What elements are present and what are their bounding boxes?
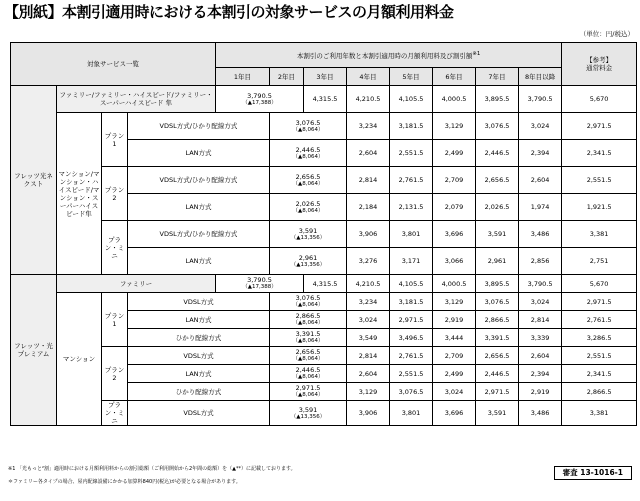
row-label: LAN方式 xyxy=(128,140,270,167)
group-premium: フレッツ・光プレミアム xyxy=(11,275,57,426)
discount-price-cell xyxy=(270,113,347,140)
year-price-cell: 3,066 xyxy=(433,248,476,275)
year-price-cell: 3,129 xyxy=(347,383,390,401)
year-price-cell: 2,394 xyxy=(519,140,562,167)
row-label: ファミリー xyxy=(57,275,216,293)
year-price-cell: 3,129 xyxy=(433,293,476,311)
year-price-cell: 2,604 xyxy=(519,347,562,365)
plan-label: プラン・ミニ xyxy=(102,221,128,275)
year-price-cell: 2,079 xyxy=(433,194,476,221)
header-period: 本割引のご利用年数と本割引適用時の月額利用料及び割引額$^{※1}$ xyxy=(216,43,562,68)
year-price-cell: 2,446.5 xyxy=(476,140,519,167)
footnote: ※1 「光もっと²割」適用時における月額利用料からの割引総額（ご利用開始から2年間の総額）を（▲**）に記載しております。 xyxy=(8,466,296,472)
year-price-cell: 3,444 xyxy=(433,329,476,347)
year-price-cell: 2,184 xyxy=(347,194,390,221)
year-price-cell: 3,391.5 xyxy=(476,329,519,347)
table-row xyxy=(11,275,637,293)
year-price-cell: 2,971.5 xyxy=(562,293,637,311)
discount-price-cell xyxy=(216,275,304,293)
regular-price-cell: 5,670 xyxy=(562,86,637,113)
year-price-cell: 2,761.5 xyxy=(562,311,637,329)
year-price-cell: 2,866.5 xyxy=(476,311,519,329)
year-price-cell: 2,499 xyxy=(433,365,476,383)
year-price-cell: 2,919 xyxy=(519,383,562,401)
year-price-cell: 3,286.5 xyxy=(562,329,637,347)
row-label: ファミリー/ファミリー・ハイスピード/ファミリー・スーパーハイスピード 隼 xyxy=(57,86,216,113)
year-price-cell: 3,024 xyxy=(347,311,390,329)
row-label: VDSL方式 xyxy=(128,347,270,365)
year-price-cell: 2,856 xyxy=(519,248,562,275)
year-price-cell: 2,814 xyxy=(347,347,390,365)
header-ref: 【参考】 通常料金 xyxy=(562,43,637,86)
discount-price-cell xyxy=(270,365,347,383)
plan-label: プラン・ミニ xyxy=(102,401,128,426)
year-price-cell: 3,276 xyxy=(347,248,390,275)
year-price-cell: 3,076.5 xyxy=(476,293,519,311)
table-row xyxy=(11,167,637,194)
row-label: VDSL方式 xyxy=(128,401,270,426)
year-price-cell: 4,315.5 xyxy=(304,86,347,113)
year-price-cell: 4,210.5 xyxy=(347,86,390,113)
discount-total: （▲17,388） xyxy=(242,284,277,290)
discount-total: （▲8,064） xyxy=(292,153,324,160)
year-price-cell: 2,131.5 xyxy=(390,194,433,221)
year-price-cell: 3,591 xyxy=(476,401,519,426)
discount-total: （▲13,356） xyxy=(290,234,326,241)
table-row xyxy=(11,293,637,311)
header-year: 6年目 xyxy=(433,68,476,86)
year-price-cell: 3,486 xyxy=(519,221,562,248)
discount-total: （▲8,064） xyxy=(292,320,324,326)
year-price-cell: 2,709 xyxy=(433,347,476,365)
year-price-cell: 2,814 xyxy=(347,167,390,194)
year-price-cell: 2,961 xyxy=(476,248,519,275)
row-label: LAN方式 xyxy=(128,365,270,383)
review-stamp: 審査 13-1016-1 xyxy=(554,466,632,480)
header-year: 8年目以降 xyxy=(519,68,562,86)
year-price-cell: 4,000.5 xyxy=(433,275,476,293)
discount-total: （▲8,064） xyxy=(292,302,324,308)
year-price-cell: 3,381 xyxy=(562,221,637,248)
discount-price-cell xyxy=(270,383,347,401)
year-price-cell: 2,551.5 xyxy=(390,140,433,167)
year-price-cell: 3,895.5 xyxy=(476,275,519,293)
discount-price: 3,391.5 xyxy=(295,330,321,338)
discount-price: 2,026.5 xyxy=(295,199,321,208)
row-label: ひかり配線方式 xyxy=(128,383,270,401)
year-price-cell: 3,895.5 xyxy=(476,86,519,113)
discount-price-cell xyxy=(270,140,347,167)
discount-price-cell xyxy=(270,347,347,365)
header-year: 7年目 xyxy=(476,68,519,86)
row-label: VDSL方式/ひかり配線方式 xyxy=(128,221,270,248)
discount-price-cell xyxy=(270,248,347,275)
year-price-cell: 3,076.5 xyxy=(476,113,519,140)
subgroup-premium-mansion: マンション xyxy=(57,293,102,426)
year-price-cell: 3,696 xyxy=(433,401,476,426)
year-price-cell: 1,974 xyxy=(519,194,562,221)
discount-total: （▲8,064） xyxy=(292,392,324,398)
year-price-cell: 3,171 xyxy=(390,248,433,275)
year-price-cell: 3,381 xyxy=(562,401,637,426)
year-price-cell: 4,000.5 xyxy=(433,86,476,113)
year-price-cell: 3,129 xyxy=(433,113,476,140)
discount-total: （▲13,356） xyxy=(290,261,326,268)
year-price-cell: 2,551.5 xyxy=(390,365,433,383)
discount-price: 3,790.5 xyxy=(247,276,272,284)
year-price-cell: 3,696 xyxy=(433,221,476,248)
year-price-cell: 2,751 xyxy=(562,248,637,275)
discount-total: （▲8,064） xyxy=(292,126,324,133)
page-title: 【別紙】本割引適用時における本割引の対象サービスの月額利用料金 xyxy=(4,3,454,21)
discount-price: 2,656.5 xyxy=(295,172,321,181)
year-price-cell: 4,210.5 xyxy=(347,275,390,293)
group-next: フレッツ光ネクスト xyxy=(11,86,57,275)
discount-price-cell xyxy=(216,86,304,113)
year-price-cell: 2,551.5 xyxy=(562,347,637,365)
discount-total: （▲8,064） xyxy=(292,338,324,344)
discount-price: 3,076.5 xyxy=(295,294,321,302)
year-price-cell: 3,024 xyxy=(519,113,562,140)
year-price-cell: 3,234 xyxy=(347,293,390,311)
discount-total: （▲13,356） xyxy=(290,413,326,420)
row-label: LAN方式 xyxy=(128,248,270,275)
table-row xyxy=(11,113,637,140)
table-row xyxy=(11,401,637,426)
year-price-cell: 2,551.5 xyxy=(562,167,637,194)
price-table xyxy=(10,42,637,426)
year-price-cell: 4,315.5 xyxy=(304,275,347,293)
discount-price-cell xyxy=(270,311,347,329)
discount-price: 2,446.5 xyxy=(295,366,321,374)
plan-label: プラン2 xyxy=(102,347,128,401)
year-price-cell: 2,919 xyxy=(433,311,476,329)
year-price-cell: 2,656.5 xyxy=(476,347,519,365)
plan-label: プラン1 xyxy=(102,293,128,347)
row-label: LAN方式 xyxy=(128,311,270,329)
year-price-cell: 3,181.5 xyxy=(390,293,433,311)
year-price-cell: 2,394 xyxy=(519,365,562,383)
discount-total: （▲8,064） xyxy=(292,356,324,362)
regular-price-cell: 5,670 xyxy=(562,275,637,293)
year-price-cell: 3,024 xyxy=(519,293,562,311)
header-year: 5年目 xyxy=(390,68,433,86)
header-year: 3年目 xyxy=(304,68,347,86)
discount-total: （▲8,064） xyxy=(292,180,324,187)
discount-price-cell xyxy=(270,221,347,248)
discount-price: 2,866.5 xyxy=(295,312,321,320)
discount-total: （▲17,388） xyxy=(242,99,277,106)
year-price-cell: 2,604 xyxy=(519,167,562,194)
year-price-cell: 3,801 xyxy=(390,401,433,426)
year-price-cell: 2,604 xyxy=(347,365,390,383)
year-price-cell: 3,339 xyxy=(519,329,562,347)
year-price-cell: 3,024 xyxy=(433,383,476,401)
year-price-cell: 3,906 xyxy=(347,401,390,426)
row-label: VDSL方式/ひかり配線方式 xyxy=(128,167,270,194)
discount-price: 3,790.5 xyxy=(247,91,272,100)
discount-price-cell xyxy=(270,194,347,221)
discount-price-cell xyxy=(270,401,347,426)
discount-total: （▲8,064） xyxy=(292,374,324,380)
header-year: 1年目 xyxy=(216,68,270,86)
year-price-cell: 2,814 xyxy=(519,311,562,329)
year-price-cell: 3,906 xyxy=(347,221,390,248)
header-service-list: 対象サービス一覧 xyxy=(11,43,216,86)
discount-price: 2,446.5 xyxy=(295,145,321,154)
plan-label: プラン1 xyxy=(102,113,128,167)
year-price-cell: 3,801 xyxy=(390,221,433,248)
header-year: 2年目 xyxy=(270,68,304,86)
footnote: ＊ファミリー各タイプの場合、屋内配線設備にかかる加算料840円(税込)が必要となる場合があります。 xyxy=(8,479,241,485)
year-price-cell: 3,790.5 xyxy=(519,86,562,113)
discount-price-cell xyxy=(270,167,347,194)
year-price-cell: 3,076.5 xyxy=(390,383,433,401)
year-price-cell: 3,790.5 xyxy=(519,275,562,293)
plan-label: プラン2 xyxy=(102,167,128,221)
year-price-cell: 4,105.5 xyxy=(390,86,433,113)
year-price-cell: 3,591 xyxy=(476,221,519,248)
year-price-cell: 3,181.5 xyxy=(390,113,433,140)
year-price-cell: 2,604 xyxy=(347,140,390,167)
year-price-cell: 2,761.5 xyxy=(390,167,433,194)
year-price-cell: 2,971.5 xyxy=(476,383,519,401)
discount-price: 2,656.5 xyxy=(295,348,321,356)
discount-price-cell xyxy=(270,293,347,311)
discount-price: 3,076.5 xyxy=(295,118,321,127)
table-row xyxy=(11,347,637,365)
year-price-cell: 2,656.5 xyxy=(476,167,519,194)
year-price-cell: 3,496.5 xyxy=(390,329,433,347)
discount-price-cell xyxy=(270,329,347,347)
discount-price: 3,591 xyxy=(298,405,318,414)
row-label: VDSL方式/ひかり配線方式 xyxy=(128,113,270,140)
row-label: LAN方式 xyxy=(128,194,270,221)
year-price-cell: 2,866.5 xyxy=(562,383,637,401)
subgroup-next-mansion: マンション/マンション・ハイスピード/マンション・スーパーハイスピード隼 xyxy=(57,113,102,275)
year-price-cell: 2,709 xyxy=(433,167,476,194)
year-price-cell: 1,921.5 xyxy=(562,194,637,221)
year-price-cell: 2,761.5 xyxy=(390,347,433,365)
year-price-cell: 3,234 xyxy=(347,113,390,140)
year-price-cell: 2,499 xyxy=(433,140,476,167)
discount-total: （▲8,064） xyxy=(292,207,324,214)
year-price-cell: 2,446.5 xyxy=(476,365,519,383)
year-price-cell: 3,549 xyxy=(347,329,390,347)
table-row xyxy=(11,221,637,248)
year-price-cell: 2,341.5 xyxy=(562,140,637,167)
header-year: 4年目 xyxy=(347,68,390,86)
discount-price: 3,591 xyxy=(298,226,318,235)
year-price-cell: 2,971.5 xyxy=(390,311,433,329)
year-price-cell: 4,105.5 xyxy=(390,275,433,293)
discount-price: 2,961 xyxy=(298,253,318,262)
year-price-cell: 2,341.5 xyxy=(562,365,637,383)
year-price-cell: 2,026.5 xyxy=(476,194,519,221)
unit-label: （単位：円/税込） xyxy=(579,30,634,38)
year-price-cell: 2,971.5 xyxy=(562,113,637,140)
row-label: ひかり配線方式 xyxy=(128,329,270,347)
row-label: VDSL方式 xyxy=(128,293,270,311)
discount-price: 2,971.5 xyxy=(295,384,321,392)
year-price-cell: 3,486 xyxy=(519,401,562,426)
table-row xyxy=(11,86,637,113)
